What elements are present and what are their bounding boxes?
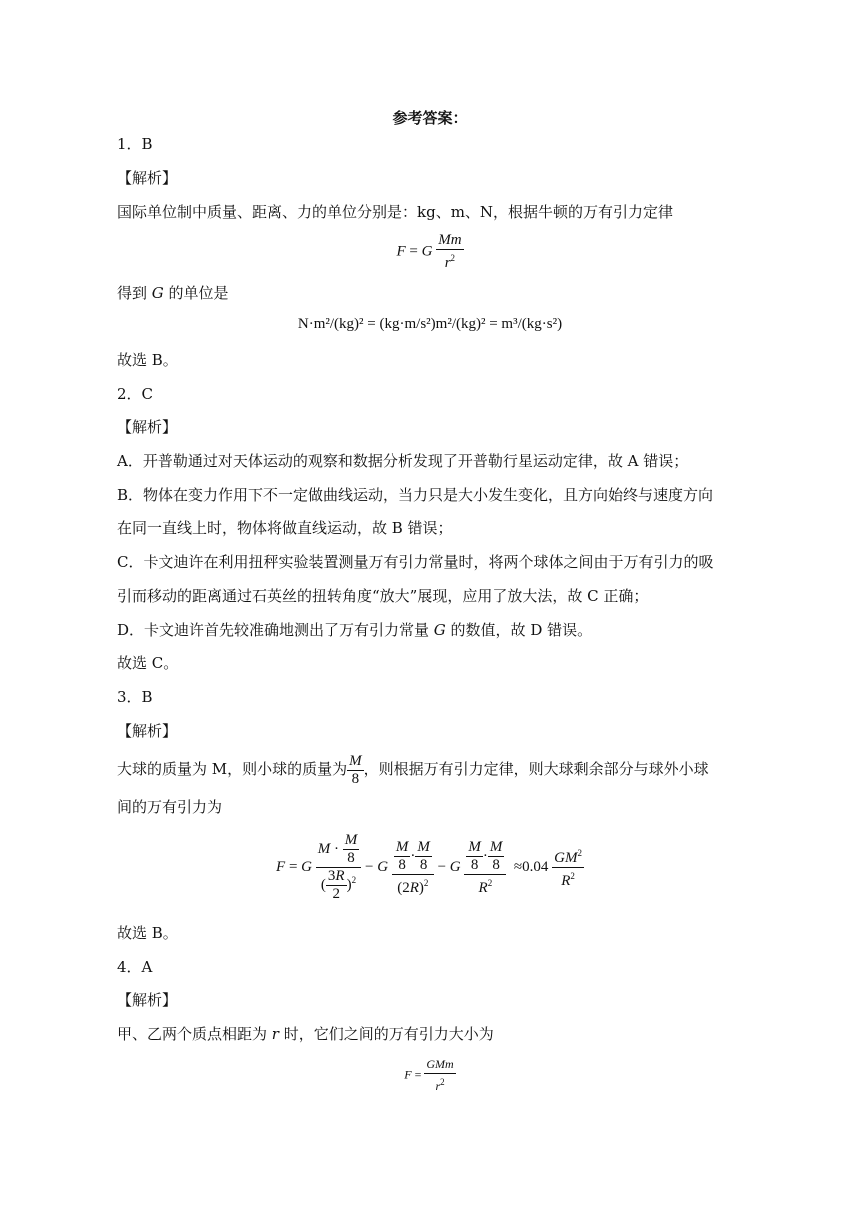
q4-formula-gravity: F = $\frac{\text{GMm}}{r^2}$ [404, 1057, 454, 1093]
q2-analysis-label: 【解析】 [117, 418, 178, 436]
q2-option-b-line2: 在同一直线上时，物体将做直线运动，故 B 错误； [117, 519, 453, 537]
q2-option-c-line1: C．卡文迪许在利用扭秤实验装置测量万有引力常量时，将两个球体之间由于万有引力的吸 [117, 553, 714, 571]
q3-text2: 间的万有引力为 [117, 798, 223, 816]
page-title: 参考答案： [392, 109, 468, 127]
q2-answer: 2．C [117, 385, 154, 403]
q1-unit-text: 得到 G 的单位是 [117, 284, 229, 302]
q2-option-d: D．卡文迪许首先较准确地测出了万有引力常量 G 的数值，故 D 错误。 [117, 621, 593, 639]
q3-conclusion: 故选 B。 [117, 924, 178, 942]
q3-answer: 3．B [117, 688, 153, 706]
q1-unit-formula: N·m²/(kg)² = (kg·m/s²)m²/(kg)² = m³/(kg·s²) [297, 316, 563, 332]
q1-conclusion: 故选 B。 [117, 351, 178, 369]
q1-answer: 1．B [117, 135, 153, 153]
q2-option-b-line1: B．物体在变力作用下不一定做曲线运动，当力只是大小发生变化，且方向始终与速度方向 [117, 486, 714, 504]
q4-text1: 甲、乙两个质点相距为 r 时，它们之间的万有引力大小为 [117, 1025, 494, 1043]
q3-force-formula: F = G M · $\frac{M}{8}$ ( $\frac{3R}{2}$ )$^2$ − G $\frac{M}{8}$ · $\frac{M}{8}$ $(2R)^2$ − G $\frac{M}{8}$ · $\frac{M}{8}$ $R^2$ ≈0.04 $\frac{GM^2}{R^2}$ [276, 832, 582, 902]
q3-analysis-label: 【解析】 [117, 722, 178, 740]
q3-small-mass-fraction: $\frac{M}{8}$ [349, 752, 362, 787]
q1-formula-gravity: F = G $\frac{Mm}{r^2}$ [396, 232, 462, 271]
q4-analysis-label: 【解析】 [117, 991, 178, 1009]
q2-conclusion: 故选 C。 [117, 654, 179, 672]
q4-answer: 4．A [117, 958, 153, 976]
q2-option-a: A．开普勒通过对天体运动的观察和数据分析发现了开普勒行星运动定律，故 A 错误； [117, 452, 689, 470]
q1-analysis-label: 【解析】 [117, 169, 178, 187]
q1-text: 国际单位制中质量、距离、力的单位分别是：kg、m、N，根据牛顿的万有引力定律 [117, 203, 674, 221]
q2-option-c-line2: 引而移动的距离通过石英丝的扭转角度“放大”展现，应用了放大法，故 C 正确； [117, 587, 649, 605]
q3-text1: 大球的质量为 M，则小球的质量为 $\frac{M}{8}$ ，则根据万有引力定律，则大球剩余部分与球外小球 [117, 752, 709, 787]
